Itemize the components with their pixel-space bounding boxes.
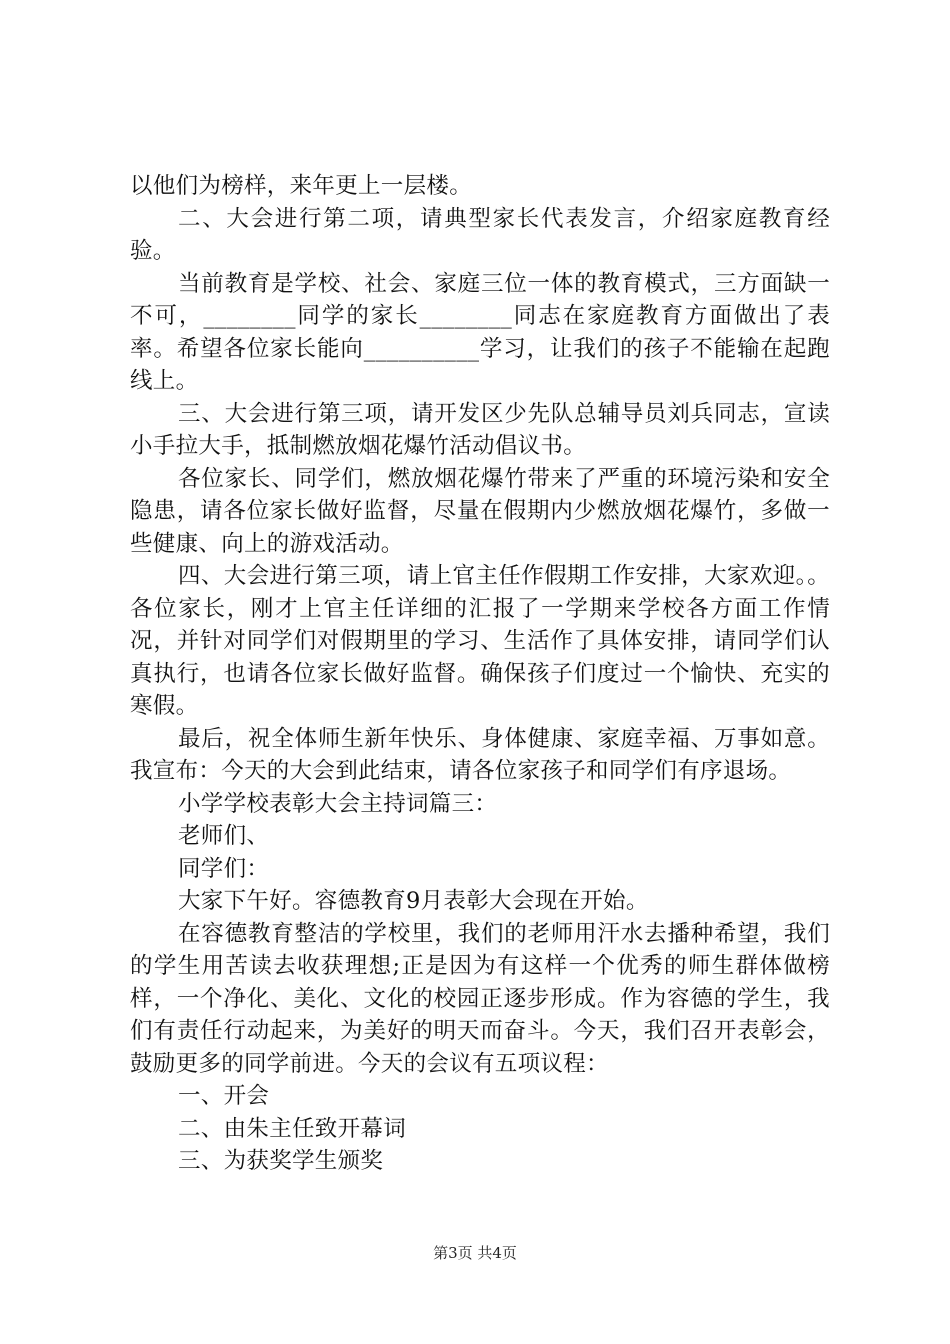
greeting-students: 同学们： bbox=[178, 855, 270, 882]
paragraph-2: 二、大会进行第二项，请典型家长代表发言，介绍家庭教育经验。 bbox=[130, 205, 830, 264]
agenda-item-2: 二、由朱主任致开幕词 bbox=[178, 1115, 407, 1142]
agenda-item-3: 三、为获奖学生颁奖 bbox=[178, 1148, 384, 1174]
greeting-teachers: 老师们、 bbox=[178, 823, 270, 849]
agenda-item-1: 一、开会 bbox=[178, 1083, 270, 1109]
section-heading: 小学学校表彰大会主持词篇三： bbox=[178, 790, 498, 817]
paragraph-3: 当前教育是学校、社会、家庭三位一体的教育模式，三方面缺一不可，________同学的家长________同志在家庭教育方面做出了表率。希望各位家长能向__________学习，让我们的孩子不能输在起跑线上。 bbox=[130, 270, 830, 394]
page-footer: 第3页 共4页 bbox=[433, 1244, 517, 1262]
paragraph-intro: 在容德教育整洁的学校里，我们的老师用汗水去播种希望，我们的学生用苦读去收获理想;正是因为有这样一个优秀的师生群体做榜样，一个净化、美化、文化的校园正逐步形成。作为容德的学生，我们有责任行动起来，为美好的明天而奋斗。今天，我们召开表彰会，鼓励更多的同学前进。今天的会议有五项议程： bbox=[130, 920, 830, 1077]
paragraph-4: 三、大会进行第三项，请开发区少先队总辅导员刘兵同志，宣读小手拉大手，抵制燃放烟花爆竹活动倡议书。 bbox=[130, 400, 830, 459]
paragraph-5: 各位家长、同学们，燃放烟花爆竹带来了严重的环境污染和安全隐患，请各位家长做好监督，尽量在假期内少燃放烟花爆竹，多做一些健康、向上的游戏活动。 bbox=[130, 465, 830, 557]
paragraph-1: 以他们为榜样，来年更上一层楼。 bbox=[130, 173, 473, 199]
paragraph-opening: 大家下午好。容德教育9月表彰大会现在开始。 bbox=[178, 888, 649, 914]
paragraph-7: 最后，祝全体师生新年快乐、身体健康、家庭幸福、万事如意。我宣布：今天的大会到此结束，请各位家孩子和同学们有序退场。 bbox=[130, 725, 830, 784]
paragraph-6: 四、大会进行第三项，请上官主任作假期工作安排，大家欢迎。。各位家长，刚才上官主任详细的汇报了一学期来学校各方面工作情况，并针对同学们对假期里的学习、生活作了具体安排，请同学们认真执行，也请各位家长做好监督。确保孩子们度过一个愉快、充实的寒假。 bbox=[130, 563, 830, 719]
document-body bbox=[130, 170, 830, 1178]
